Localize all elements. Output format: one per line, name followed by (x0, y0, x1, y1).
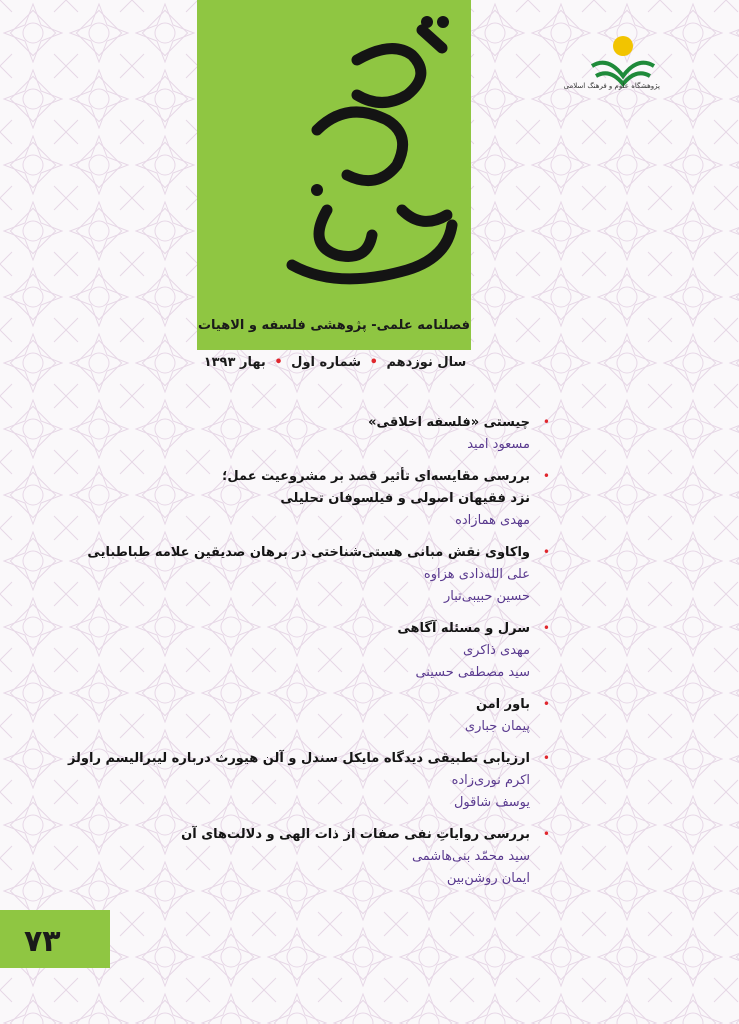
article-title: بررسی مقایسه‌ای تأثیر قصد بر مشروعیت عمل؛ (222, 469, 530, 484)
bullet-icon: • (542, 827, 550, 841)
journal-subtitle: فصلنامه علمی- پژوهشی فلسفه و الاهیات (197, 318, 471, 333)
article-author: پیمان جباری (464, 719, 530, 734)
article-title: بررسی روایاتِ نفی صفات از ذات الهی و دلالت‌های آن (181, 827, 530, 842)
article-title: واکاوی نقش مبانی هستی‌شناختی در برهان صدیقین علامه طباطبایی (87, 545, 530, 560)
table-of-contents (67, 412, 550, 900)
bullet-icon: • (542, 469, 550, 483)
separator-dot: • (274, 355, 283, 370)
institution-logo (563, 26, 668, 116)
bullet-icon: • (542, 621, 550, 635)
institution-logo-text: پژوهشگاه علوم و فرهنگ اسلامی (563, 82, 660, 90)
bullet-icon: • (542, 415, 550, 429)
article-author: مهدی همازاده (455, 513, 530, 528)
article-title: سرل و مسئله آگاهی (397, 621, 530, 636)
article-title: ارزیابی تطبیقی دیدگاه مایکل سندل و آلن هیورث درباره لیبرالیسم راولز (67, 751, 530, 766)
separator-dot: • (369, 355, 378, 370)
issue-info (200, 355, 470, 370)
bullet-icon: • (542, 751, 550, 765)
article-author: علی الله‌دادی هزاوه (423, 567, 530, 582)
article-author: مهدی ذاکری (462, 643, 530, 658)
bullet-icon: • (542, 545, 550, 559)
issue-number-text: شماره اول (291, 355, 362, 370)
toc-entry (190, 412, 550, 456)
issue-season: بهار ۱۳۹۳ (203, 355, 266, 370)
article-author: حسین حبیبی‌تبار (443, 589, 530, 604)
article-author: یوسف شاقول (453, 795, 530, 810)
volume-year: سال نوزدهم (386, 355, 467, 370)
article-author: اکرم نوری‌زاده (451, 773, 530, 788)
article-title: نزد فقیهان اصولی و فیلسوفان تحلیلی (280, 491, 530, 506)
issue-number-box (0, 910, 110, 968)
article-title: چیستی «فلسفه اخلاقی» (368, 415, 530, 430)
article-author: سید مصطفی حسینی (415, 665, 530, 680)
article-author: سید محمّد بنی‌هاشمی (411, 849, 530, 864)
toc-entry (190, 694, 550, 738)
journal-title-calligraphy (197, 0, 471, 320)
toc-entry (181, 824, 550, 890)
bullet-icon: • (542, 697, 550, 711)
toc-entry (67, 748, 550, 814)
article-author: مسعود امید (467, 437, 530, 452)
title-panel (197, 0, 471, 350)
toc-entry (190, 466, 550, 532)
article-title: باور امن (475, 697, 530, 712)
toc-entry (190, 618, 550, 684)
issue-number: ۷۳ (24, 924, 61, 959)
toc-entry (87, 542, 550, 608)
article-author: ایمان روشن‌بین (446, 871, 530, 886)
